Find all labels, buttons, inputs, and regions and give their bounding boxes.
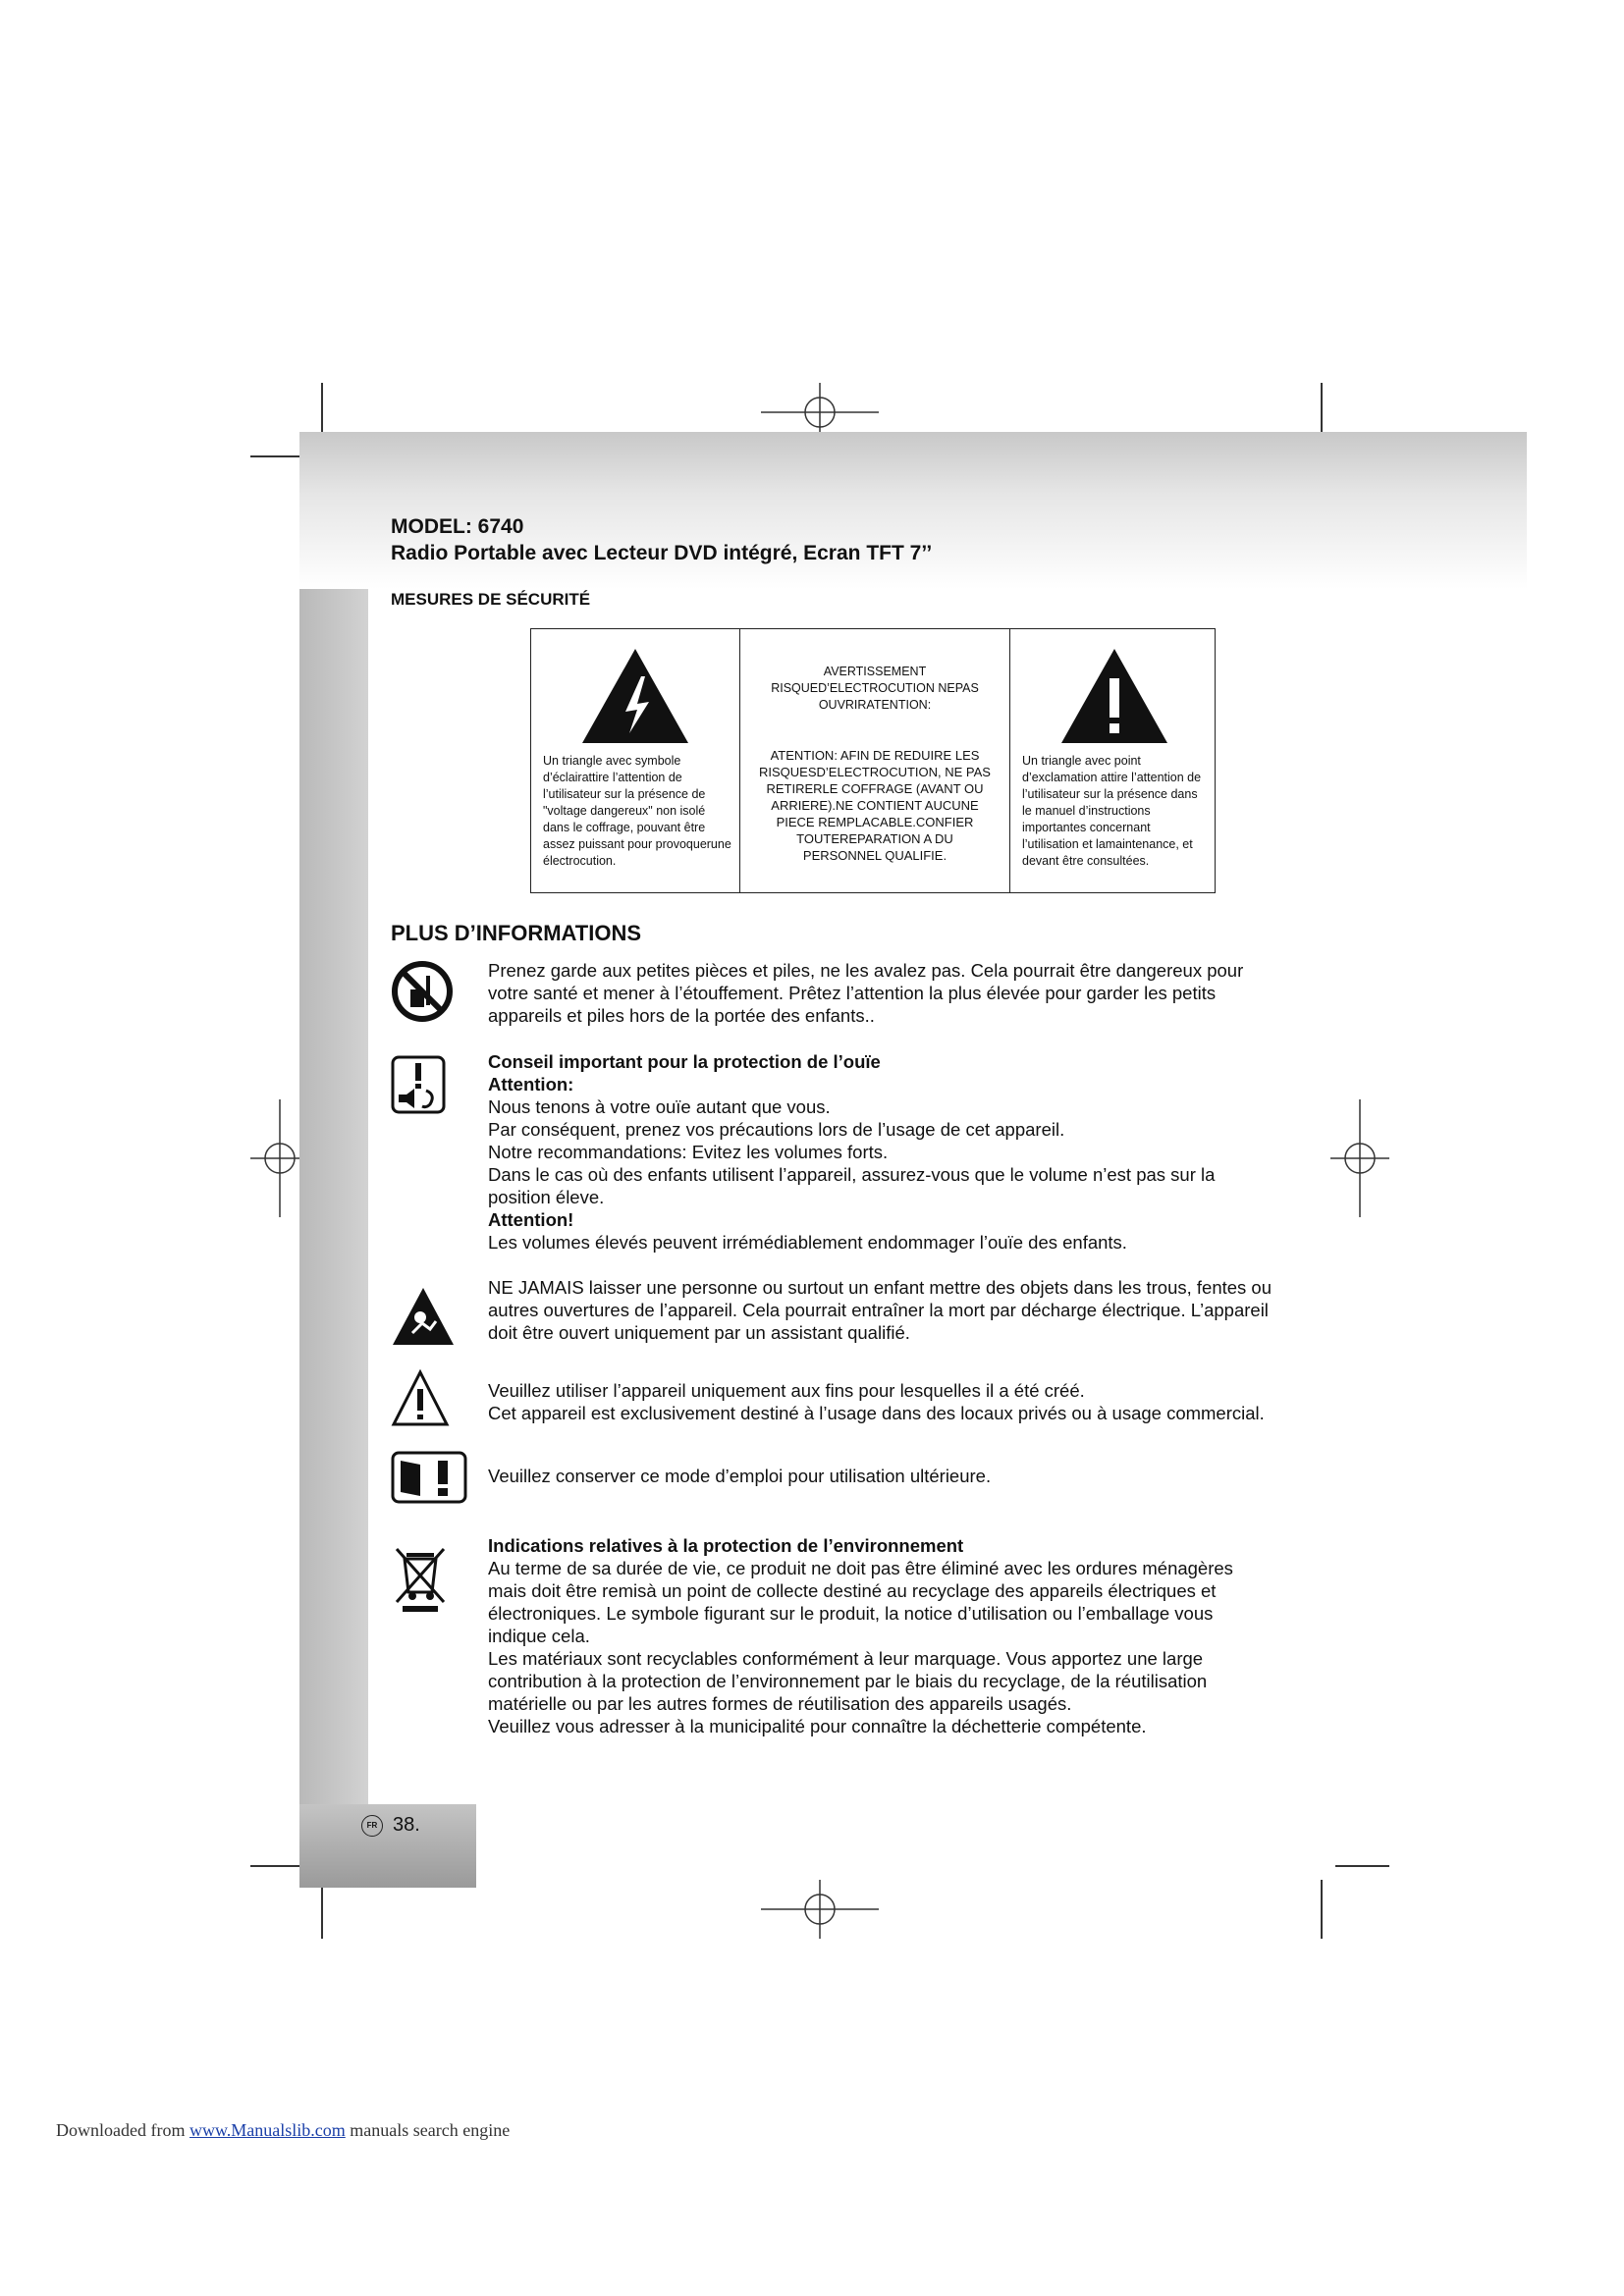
text-line: contribution à la protection de l’environnement par le biais du recyclage, de la réutilisation <box>488 1671 1208 1691</box>
text-line: mais doit être remisà un point de collecte destiné au recyclage des appareils électriques et <box>488 1580 1217 1601</box>
warning-line: AVERTISSEMENT <box>823 665 927 678</box>
text-line: matérielle ou par les autres formes de réutilisation des appareils usagés. <box>488 1693 1072 1714</box>
attention-line: RETIRERLE COFFRAGE (AVANT OU <box>766 781 984 796</box>
text-line: votre santé et mener à l’étouffement. Prêtez l’attention la plus élevée pour garder les petits <box>488 983 1217 1003</box>
hearing-attention-label: Attention: <box>488 1074 574 1095</box>
text-line: électroniques. Le symbole figurant sur le produit, la notice d’utilisation ou l’emballage vous <box>488 1603 1214 1624</box>
safety-warning-table <box>530 628 1216 893</box>
more-info-title: PLUS D’INFORMATIONS <box>391 921 642 945</box>
download-suffix: manuals search engine <box>345 2120 511 2140</box>
warning-right-text: Un triangle avec point d’exclamation attire l’attention de l’utilisateur sur la présence dans le manuel d’instructions importantes concernant l’utilisation et lamaintenance, et devant être consultées. <box>1022 754 1202 868</box>
warning-cell-middle <box>739 629 1009 892</box>
text-line: Les matériaux sont recyclables conformément à leur marquage. Vous apportez une large <box>488 1648 1204 1669</box>
text-line: Dans le cas où des enfants utilisent l’appareil, assurez-vous que le volume n’est pas sur la <box>488 1164 1216 1185</box>
download-footer <box>56 2120 510 2141</box>
text-line: Prenez garde aux petites pièces et piles, ne les avalez pas. Cela pourrait être dangereux pour <box>488 960 1244 981</box>
keep-manual-text: Veuillez conserver ce mode d’emploi pour utilisation ultérieure. <box>488 1466 992 1486</box>
attention-line: PIECE REMPLACABLE.CONFIER <box>776 815 974 829</box>
environment-heading: Indications relatives à la protection de l’environnement <box>488 1535 964 1556</box>
download-prefix: Downloaded from <box>56 2120 189 2140</box>
attention-line: ATENTION: AFIN DE REDUIRE LES <box>770 748 980 763</box>
text-line: Les volumes élevés peuvent irrémédiablement endommager l’ouïe des enfants. <box>488 1232 1127 1253</box>
registration-mark-bottom <box>761 1880 879 1939</box>
usage-block <box>488 1379 1313 1424</box>
warning-line: RISQUED’ELECTROCUTION NEPAS <box>771 681 979 695</box>
text-line: Au terme de sa durée de vie, ce produit ne doit pas être éliminé avec les ordures ménagères <box>488 1558 1233 1578</box>
crop-mark <box>321 1880 323 1939</box>
registration-mark-right <box>1330 1099 1389 1217</box>
product-title: Radio Portable avec Lecteur DVD intégré, Ecran TFT 7’’ <box>391 542 933 564</box>
text-line: Cet appareil est exclusivement destiné à l’usage dans des locaux privés ou à usage commercial. <box>488 1403 1265 1423</box>
text-line: Nous tenons à votre ouïe autant que vous. <box>488 1096 831 1117</box>
model-title: MODEL: 6740 <box>391 515 524 538</box>
environment-block <box>488 1534 1313 1737</box>
text-line: doit être ouvert uniquement par un assistant qualifié. <box>488 1322 910 1343</box>
language-badge: FR <box>361 1815 383 1837</box>
attention-line: TOUTEREPARATION A DU <box>796 831 953 846</box>
electric-shock-warning-icon <box>391 1286 456 1347</box>
crop-mark <box>1335 1865 1389 1867</box>
text-line: position éleve. <box>488 1187 605 1207</box>
text-line: Veuillez utiliser l’appareil uniquement aux fins pour lesquelles il a été créé. <box>488 1380 1085 1401</box>
attention-line: ARRIERE).NE CONTIENT AUCUNE <box>771 798 979 813</box>
no-food-icon <box>391 960 454 1023</box>
side-bar <box>299 589 368 1806</box>
text-line: NE JAMAIS laisser une personne ou surtout un enfant mettre des objets dans les trous, fentes ou <box>488 1277 1272 1298</box>
warning-line: OUVRIRATENTION: <box>818 698 932 712</box>
recycle-bin-crossed-icon <box>391 1543 450 1614</box>
text-line: Notre recommandations: Evitez les volumes forts. <box>488 1142 889 1162</box>
page-number: 38. <box>393 1814 420 1836</box>
text-line: indique cela. <box>488 1626 590 1646</box>
crop-mark <box>1321 1880 1323 1939</box>
text-line: autres ouvertures de l’appareil. Cela pourrait entraîner la mort par décharge électrique. L’appareil <box>488 1300 1269 1320</box>
lightning-triangle-icon <box>580 647 690 745</box>
warning-cell-right <box>1009 629 1215 892</box>
manualslib-link[interactable]: www.Manualslib.com <box>189 2120 346 2140</box>
hearing-block <box>488 1050 1313 1254</box>
text-line: Veuillez vous adresser à la municipalité pour connaître la déchetterie compétente. <box>488 1716 1147 1736</box>
attention-line: RISQUESD’ELECTROCUTION, NE PAS <box>759 765 991 779</box>
small-parts-block <box>488 959 1313 1027</box>
hearing-attention-label: Attention! <box>488 1209 574 1230</box>
safety-title: MESURES DE SÉCURITÉ <box>391 590 591 609</box>
hearing-heading: Conseil important pour la protection de l’ouïe <box>488 1051 881 1072</box>
page-number-group <box>361 1814 420 1837</box>
text-line: appareils et piles hors de la portée des enfants.. <box>488 1005 875 1026</box>
caution-triangle-icon <box>391 1369 450 1428</box>
warning-cell-left <box>531 629 739 892</box>
warning-left-text: Un triangle avec symbole d’éclairattire l’attention de l’utilisateur sur la présence de "voltage dangereux" non isolé dans le coffrage, pouvant être assez puissant pour provoquerune électrocution. <box>543 754 731 868</box>
attention-line: PERSONNEL QUALIFIE. <box>802 848 947 863</box>
manual-book-icon <box>391 1451 467 1504</box>
exclamation-triangle-icon <box>1059 647 1169 745</box>
openings-block <box>488 1276 1313 1344</box>
crop-mark <box>250 455 304 457</box>
text-line: Par conséquent, prenez vos précautions lors de l’usage de cet appareil. <box>488 1119 1065 1140</box>
crop-mark <box>250 1865 304 1867</box>
hearing-warning-icon <box>391 1055 446 1114</box>
